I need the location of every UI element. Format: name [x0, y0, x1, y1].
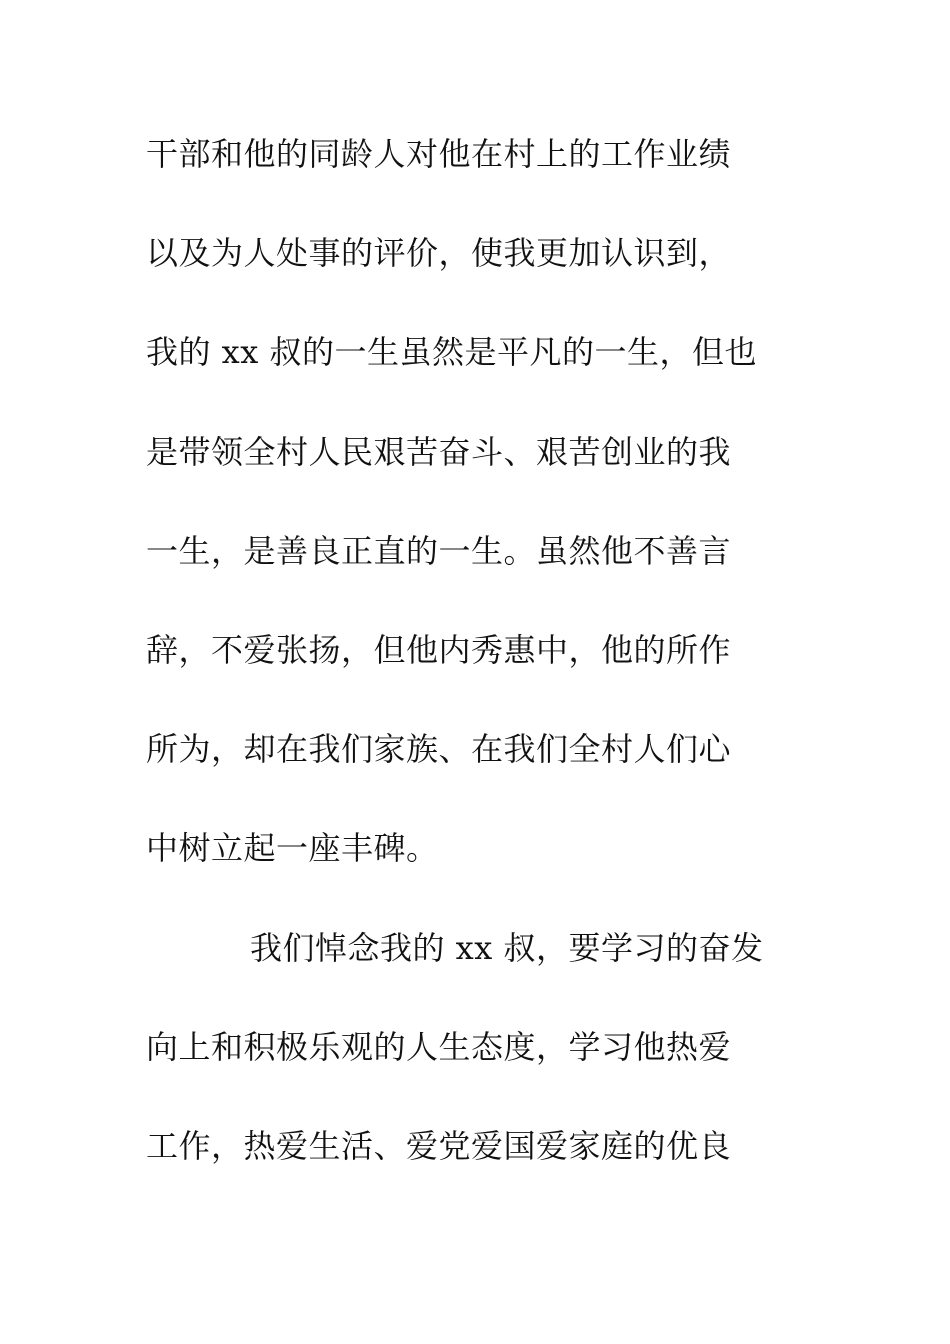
text-line: 是带领全村人民艰苦奋斗、艰苦创业的我 [146, 432, 732, 471]
text-line: 向上和积极乐观的人生态度，学习他热爱 [146, 1027, 732, 1066]
paragraph-start-line: 我们悼念我的 xx 叔，要学习的奋发 [250, 928, 764, 967]
text-line: 干部和他的同龄人对他在村上的工作业绩 [146, 135, 732, 173]
text-line: 我的 xx 叔的一生虽然是平凡的一生，但也 [146, 333, 757, 372]
text-line: 所为，却在我们家族、在我们全村人们心 [146, 730, 732, 769]
text-line: 以及为人处事的评价，使我更加认识到， [146, 234, 732, 273]
text-line: 辞，不爱张扬，但他内秀惠中，他的所作 [146, 630, 732, 669]
body-text [146, 126, 806, 1217]
text-line: 一生，是善良正直的一生。虽然他不善言 [146, 531, 732, 570]
text-line: 工作，热爱生活、爱党爱国爱家庭的优良 [146, 1126, 732, 1165]
text-line: 中树立起一座丰碑。 [146, 829, 439, 868]
